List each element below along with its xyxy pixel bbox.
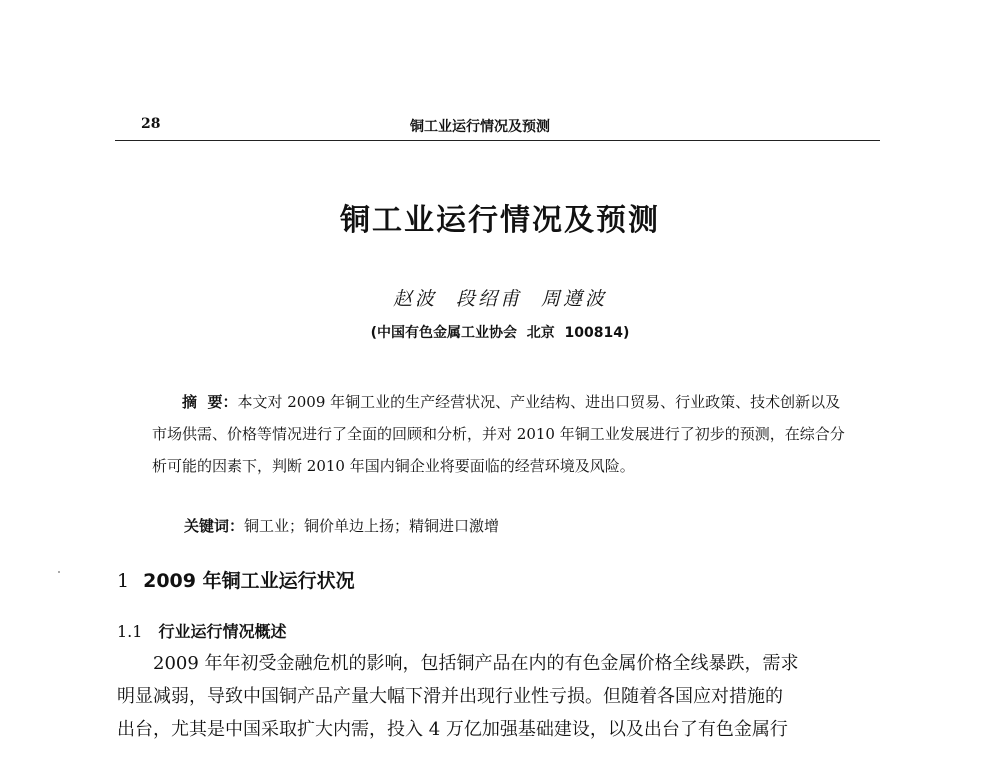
keywords-text: 铜工业；铜价单边上扬；精铜进口激增 (244, 517, 500, 535)
subsection-heading (117, 619, 286, 642)
section-number: 1 (117, 570, 130, 592)
subsection-number: 1.1 (117, 622, 143, 641)
header-rule (115, 140, 880, 141)
margin-mark (58, 571, 60, 573)
authors: 赵波 段绍甫 周遵波 (392, 288, 608, 310)
body-line: 明显减弱，导致中国铜产品产量大幅下滑并出现行业性亏损。但随着各国应对措施的 (117, 686, 783, 707)
running-title: 铜工业运行情况及预测 (410, 119, 550, 135)
page-number: 28 (141, 116, 161, 132)
section-title: 2009 年铜工业运行状况 (143, 570, 355, 592)
section-heading (117, 566, 355, 593)
abstract-label: 摘 要： (182, 393, 238, 411)
keywords-label: 关键词： (184, 517, 245, 535)
abstract (152, 386, 846, 482)
body-paragraph (117, 647, 885, 746)
keywords (184, 514, 499, 538)
affiliation: (中国有色金属工业协会 北京 100814) (370, 325, 630, 341)
article-title: 铜工业运行情况及预测 (340, 203, 660, 238)
abstract-text: 本文对 2009 年铜工业的生产经营状况、产业结构、进出口贸易、行业政策、技术创新以及市场供需、价格等情况进行了全面的回顾和分析，并对 2010 年铜工业发展进行了初步的预测，在综合分析可能的因素下，判断 2010 年国内铜企业将要面临的经营环境及风险。 (152, 393, 845, 475)
subsection-title: 行业运行情况概述 (158, 622, 287, 641)
body-line: 2009 年年初受金融危机的影响，包括铜产品在内的有色金属价格全线暴跌，需求 (153, 653, 799, 674)
body-line: 出台，尤其是中国采取扩大内需，投入 4 万亿加强基础建设，以及出台了有色金属行 (117, 719, 788, 740)
